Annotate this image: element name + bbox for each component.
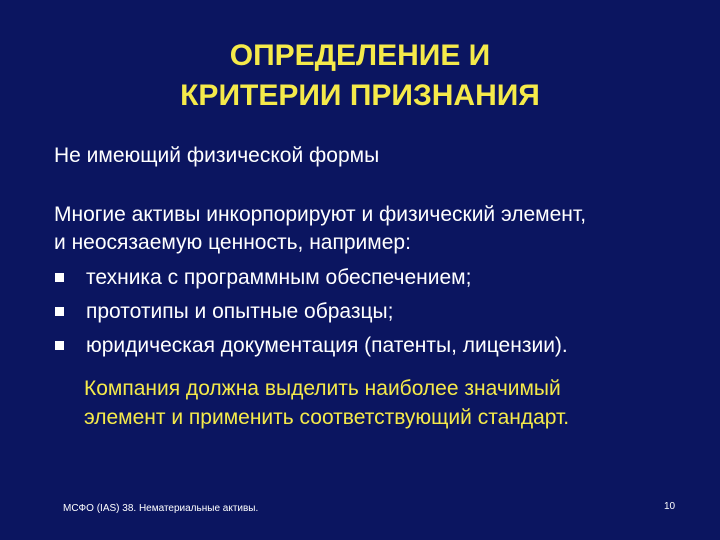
bullet-text: техника с программным обеспечением; [86, 266, 472, 289]
slide-title-line: ОПРЕДЕЛЕНИЕ И [229, 39, 491, 72]
note-line: Компания должна выделить наиболее значимый [84, 377, 561, 400]
slide-title [80, 36, 640, 116]
page-number: 10 [664, 501, 676, 512]
note-line: элемент и применить соответствующий стандарт. [84, 406, 570, 429]
slide-subtitle: Не имеющий физической формы [54, 144, 380, 167]
intro-line: и неосязаемую ценность, например: [54, 231, 411, 254]
intro-line: Многие активы инкорпорируют и физический элемент, [54, 203, 587, 226]
highlight-note [84, 374, 569, 432]
bullet-text: юридическая документация (патенты, лицензии). [86, 334, 568, 357]
bullet-text: прототипы и опытные образцы; [86, 300, 394, 323]
square-bullet-icon [55, 273, 64, 282]
slide-footer: МСФО (IAS) 38. Нематериальные активы. [63, 503, 259, 514]
square-bullet-icon [55, 341, 64, 350]
square-bullet-icon [55, 307, 64, 316]
intro-paragraph [54, 201, 586, 257]
slide-title-line: КРИТЕРИИ ПРИЗНАНИЯ [180, 79, 540, 112]
